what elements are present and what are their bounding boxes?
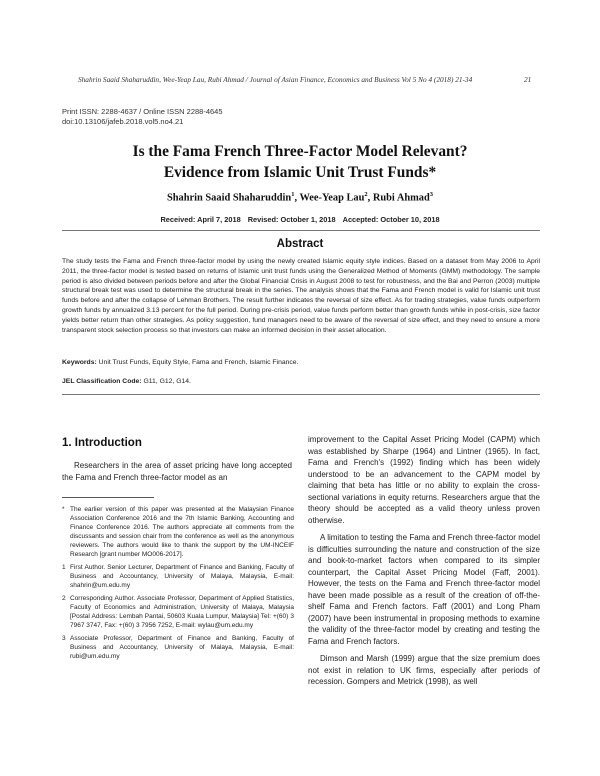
submission-dates xyxy=(60,215,540,224)
keywords-label: Keywords: xyxy=(62,359,97,366)
footnote-text: Corresponding Author. Associate Professor, Department of Applied Statistics, Faculty of Economics and Administration, University of Malaya, Malaysia [Postal Address: Lembah Pantai, 50603 Kuala Lumpur, Malaysia] Tel: +(60) 3 7967 3747, Fax: +(60) 3 7956 7252, E-mail: wylau@um.edu.my xyxy=(70,595,294,629)
author-separator: , xyxy=(367,192,373,204)
author-list xyxy=(60,191,540,203)
jel-label: JEL Classification Code: xyxy=(62,378,142,385)
author-affiliation-mark: 1 xyxy=(291,191,295,198)
section-heading: 1. Introduction xyxy=(62,437,142,449)
jel-line xyxy=(62,378,540,385)
accepted-date: Accepted: October 10, 2018 xyxy=(342,215,440,224)
received-date: Received: April 7, 2018 xyxy=(160,215,241,224)
issn-block xyxy=(62,107,223,127)
author-affiliation-mark: 3 xyxy=(429,191,433,198)
divider-bottom xyxy=(62,394,540,395)
abstract-heading: Abstract xyxy=(276,238,324,250)
footnote xyxy=(62,505,294,559)
paper-title xyxy=(60,141,540,183)
body-paragraph: A limitation to testing the Fama and French three-factor model is difficulties surrounding the nature and construction of the size and book-to-market factors when compared to its simpler counterpart, the Capital Asset Pricing Model (Faff, 2001). However, the tests on the Fama and French three-factor model have been made possible as a result of the creation of off-the-shelf Fama and French factors. Faff (2001) and Long Pham (2007) have been instrumental in proposing methods to examine the validity of the three-factor model by creating and testing the Fama and French factors. xyxy=(308,533,540,646)
footnote xyxy=(62,634,294,661)
divider-top xyxy=(62,230,540,231)
body-paragraph: improvement to the Capital Asset Pricing Model (CAPM) which was established by Sharpe (1964) and Lintner (1965). In fact, Fama and French's (1992) finding which has been widely understood to be an advancement to the CAPM model by claiming that beta has little or no ability to explain the cross-sectional variations in equity returns. Researchers argue that the theory should be accepted as a valid theory unless proven otherwise. xyxy=(308,435,540,525)
author-name: Shahrin Saaid Shaharuddin xyxy=(167,192,292,204)
footnote-mark: 3 xyxy=(62,635,66,642)
footnote xyxy=(62,594,294,630)
author-separator: , xyxy=(294,192,300,204)
body-paragraph: Dimson and Marsh (1999) argue that the size premium does not exist in relation to UK firms, especially after periods of recession. Gompers and Metrick (1998), as well xyxy=(308,654,540,686)
running-head xyxy=(0,75,600,89)
footnote-text: The earlier version of this paper was presented at the Malaysian Finance Association Conference 2016 and the 7th Islamic Banking, Accounting and Finance Conference 2016. The authors appreciate all comments from the discussants and session chair from the conference as well as the anonymous reviewers. The authors would like to thank the support by the UM-INCEIF Research [grant number MO006-2017]. xyxy=(70,506,294,558)
keywords-value: Unit Trust Funds, Equity Style, Fama and French, Islamic Finance. xyxy=(98,359,299,366)
footnote-mark: 2 xyxy=(62,595,66,602)
jel-value: G11, G12, G14. xyxy=(143,378,191,385)
issn-line: Print ISSN: 2288-4637 / Online ISSN 2288-4645 xyxy=(62,107,223,116)
intro-paragraph-left: Researchers in the area of asset pricing have long accepted the Fama and French three-factor model as an xyxy=(62,461,292,482)
revised-date: Revised: October 1, 2018 xyxy=(247,215,336,224)
intro-right-column xyxy=(308,434,540,694)
keywords-line xyxy=(62,359,540,366)
footnote xyxy=(62,563,294,590)
author-affiliation-mark: 2 xyxy=(364,191,368,198)
title-line-2: Evidence from Islamic Unit Trust Funds* xyxy=(163,164,437,181)
abstract-text: The study tests the Fama and French three-factor model by using the newly created Islamic equity style indices. Based on a dataset from May 2006 to April 2011, the three-factor model is tested based on returns of Islamic unit trust funds using the Generalized Method of Moments (GMM) methodology. The sample period is also divided between periods before and after the Global Financial Crisis in August 2008 to test for robustness, and the Bai and Perron (2003) multiple structural break test was used to determine the structural break in the series. The analysis shows that the Fama and French model is valid for Islamic unit trust funds before and after the collapse of Lehman Brothers. The result further indicates the reversal of size effect. As for trading strategies, value funds outperform growth funds by annualized 3.13 percent for the full period. During pre-crisis period, value funds perform better than growth funds while in post-crisis, size factor yields better return than other strategies. As policy suggestion, fund managers need to be aware of the reversal of size effect, and they need to ensure a more transparent stock selection process so that investors can make an informed decision in their asset allocation. xyxy=(62,258,540,334)
author-name: Wee-Yeap Lau xyxy=(299,192,365,204)
running-head-citation: Shahrin Saaid Shaharuddin, Wee-Yeap Lau, Rubi Ahmad / Journal of Asian Finance, Economics and Business Vol 5 No 4 (2018) 21-34 xyxy=(78,75,473,84)
doi-line: doi:10.13106/jafeb.2018.vol5.no4.21 xyxy=(62,117,184,126)
footnote-text: Associate Professor, Department of Finance and Banking, Faculty of Business and Accountancy, University of Malaya, Malaysia, E-mail: rubi@um.edu.my xyxy=(70,635,294,660)
footnote-mark: * xyxy=(62,506,65,513)
footnote-text: First Author. Senior Lecturer, Department of Finance and Banking, Faculty of Business and Accountancy, University of Malaya, Malaysia, E-mail: shahrin@um.edu.my xyxy=(70,564,294,589)
page-number: 21 xyxy=(524,75,532,84)
footnotes xyxy=(62,505,294,665)
footnote-mark: 1 xyxy=(62,564,66,571)
footnote-divider xyxy=(62,497,154,498)
title-line-1: Is the Fama French Three-Factor Model Relevant? xyxy=(132,143,468,160)
author-name: Rubi Ahmad xyxy=(372,192,430,204)
